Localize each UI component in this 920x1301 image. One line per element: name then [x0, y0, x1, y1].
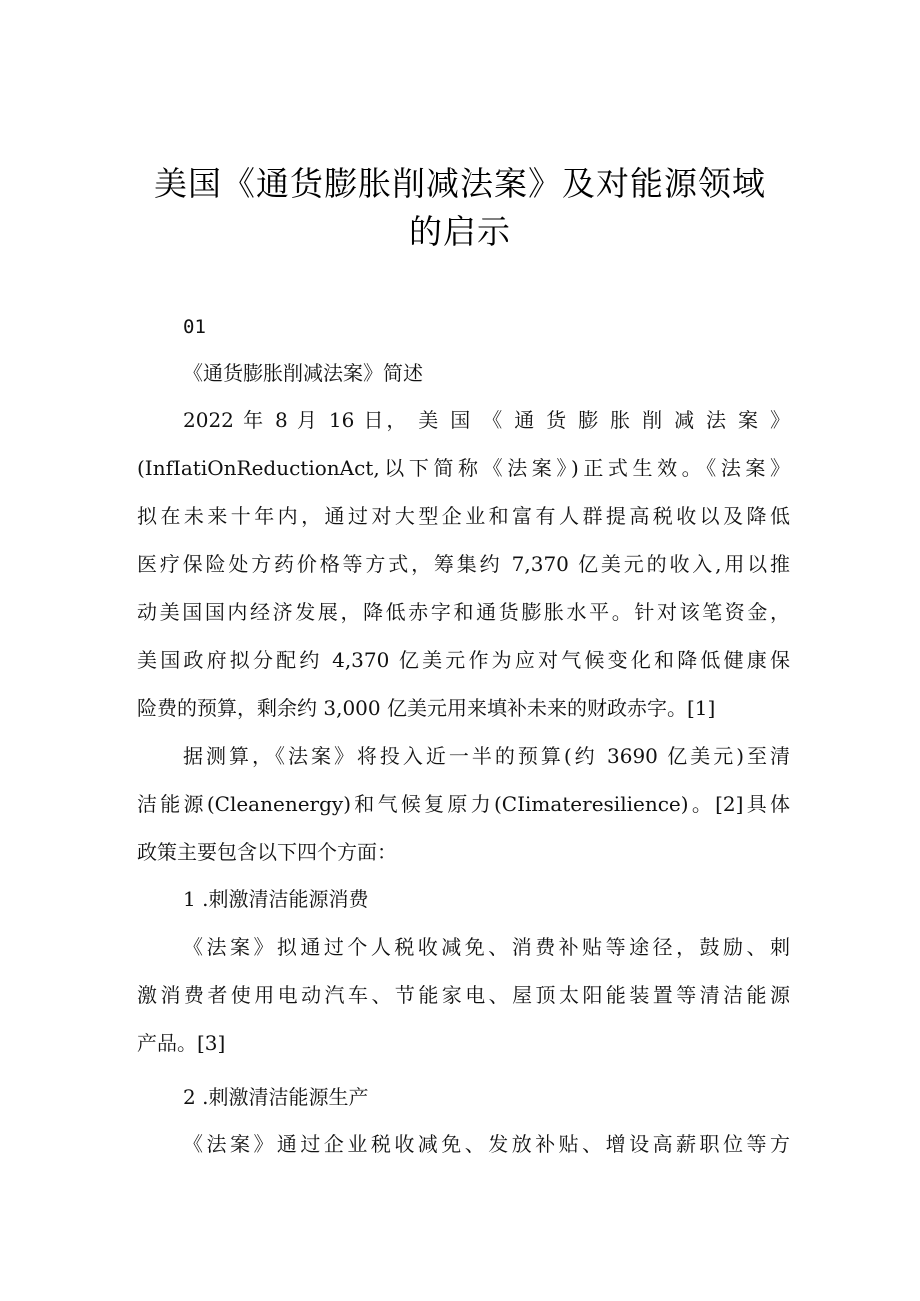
document-title-line-1: 美国《通货膨胀削减法案》及对能源领域	[154, 164, 766, 203]
item-1-line-1: 《法案》拟通过个人税收减免、消费补贴等途径，鼓励、刺	[183, 935, 790, 959]
paragraph-1-line-1: 2022 年 8 月 16 日， 美 国 《 通 货 膨 胀 削 减 法 案 》	[183, 408, 790, 432]
item-1-line-3: 产品。[3]	[137, 1031, 226, 1055]
item-1-heading: 1 .刺激清洁能源消费	[183, 887, 369, 911]
paragraph-2-line-2: 洁能源(Cleanenergy)和气候复原力(CIimateresilience)。[2]具体	[137, 792, 790, 816]
item-2-line-1: 《法案》通过企业税收减免、发放补贴、增设高薪职位等方	[183, 1132, 790, 1156]
item-2-heading: 2 .刺激清洁能源生产	[183, 1085, 369, 1109]
paragraph-1-line-7: 险费的预算，剩余约 3,000 亿美元用来填补未来的财政赤字。[1]	[137, 696, 716, 720]
paragraph-1-line-4: 医疗保险处方药价格等方式，筹集约 7,370 亿美元的收入,用以推	[137, 552, 790, 576]
paragraph-1-line-6: 美国政府拟分配约 4,370 亿美元作为应对气候变化和降低健康保	[137, 648, 790, 672]
section-heading: 《通货膨胀削减法案》简述	[183, 361, 423, 385]
document-title-line-2: 的启示	[409, 212, 511, 251]
paragraph-1-line-5: 动美国国内经济发展，降低赤字和通货膨胀水平。针对该笔资金，	[137, 600, 790, 624]
section-number: 01	[183, 316, 206, 338]
paragraph-2-line-3: 政策主要包含以下四个方面：	[137, 840, 397, 864]
paragraph-1-line-2: (InfIatiOnReductionAct,以下简称《法案》)正式生效。《法案》	[137, 456, 790, 480]
paragraph-2-line-1: 据测算，《法案》将投入近一半的预算(约 3690 亿美元)至清	[183, 744, 790, 768]
item-1-line-2: 激消费者使用电动汽车、节能家电、屋顶太阳能装置等清洁能源	[137, 983, 790, 1007]
paragraph-1-line-3: 拟在未来十年内，通过对大型企业和富有人群提高税收以及降低	[137, 504, 790, 528]
